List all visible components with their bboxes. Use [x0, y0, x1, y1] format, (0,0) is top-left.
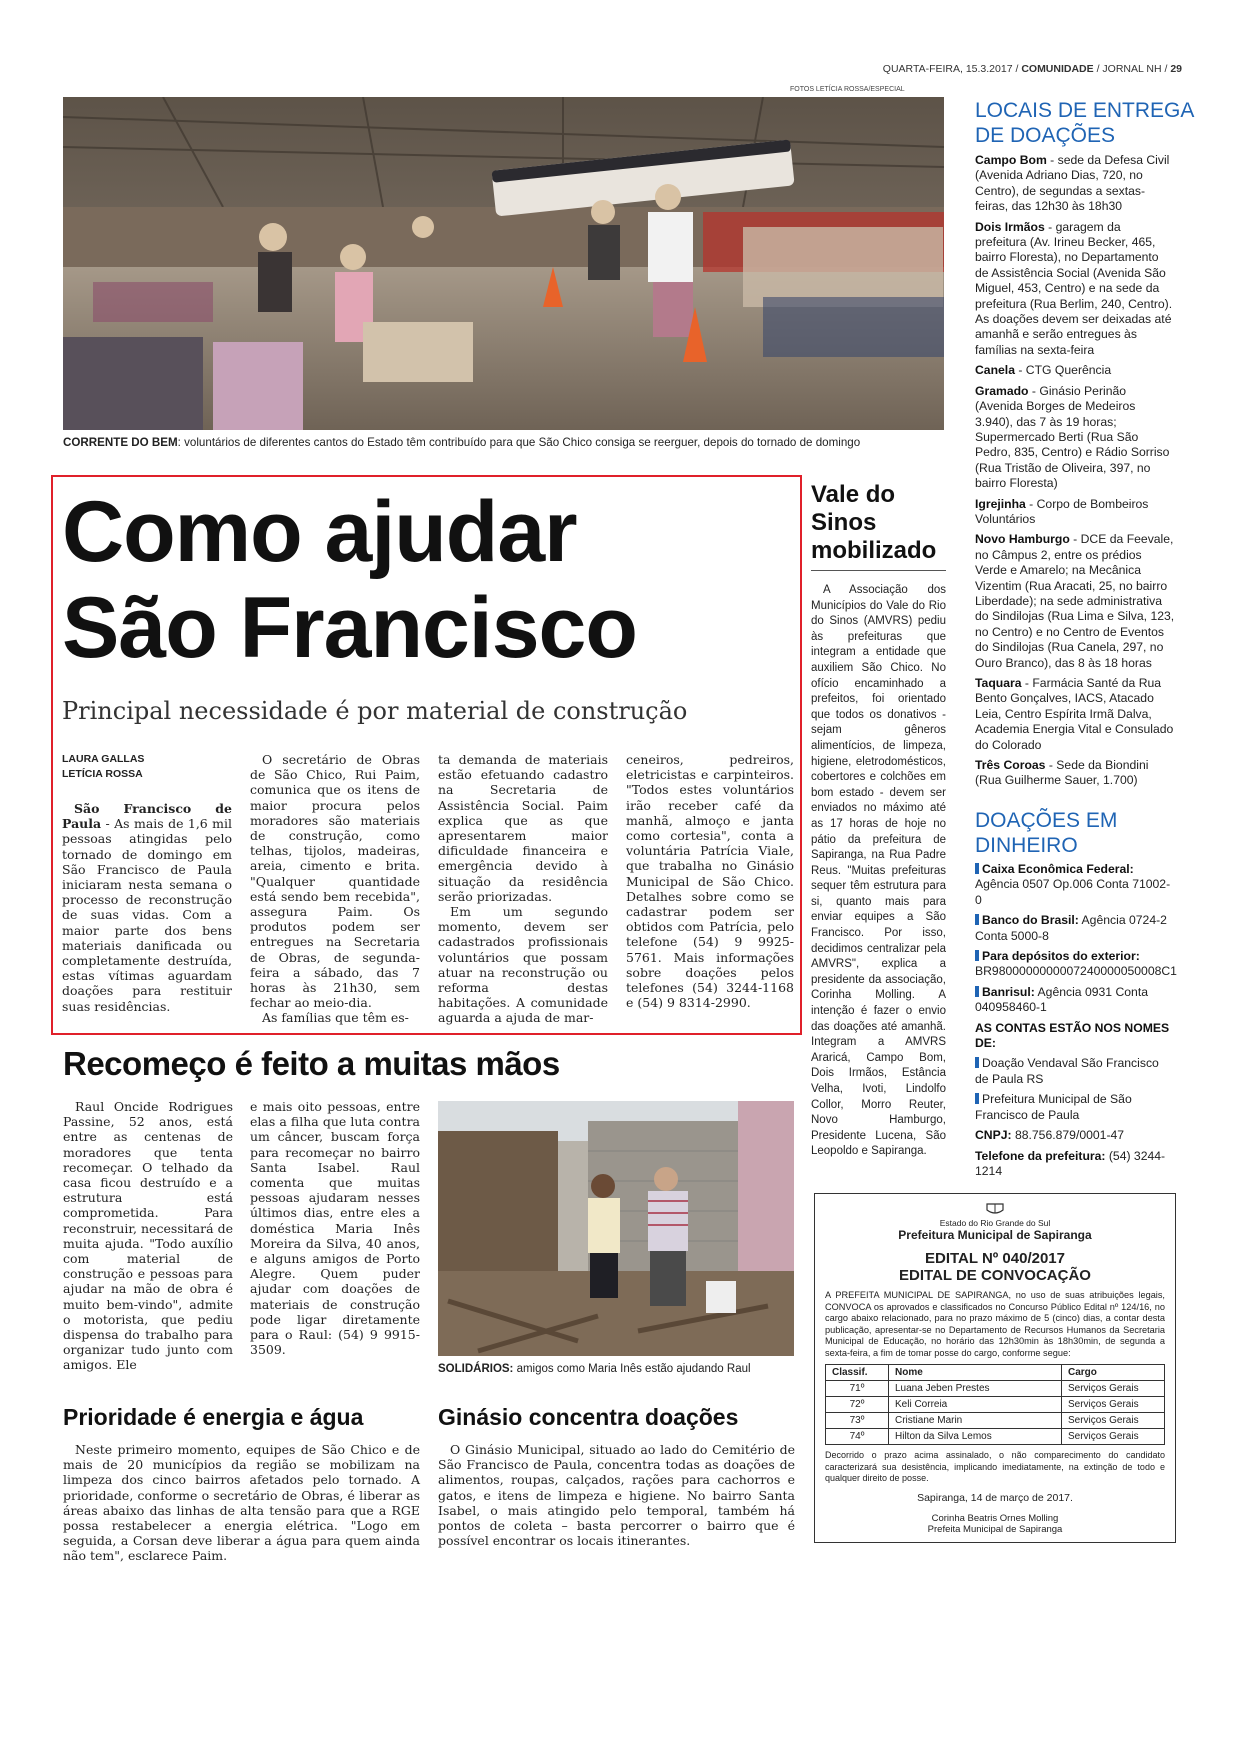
- bullet-icon: [975, 914, 979, 925]
- bullet-icon: [975, 863, 979, 874]
- header-section: COMUNIDADE: [1021, 63, 1094, 75]
- page-header: QUARTA-FEIRA, 15.3.2017 / COMUNIDADE / JORNAL NH / 29: [882, 63, 1182, 75]
- doacoes-list: [975, 862, 1175, 1184]
- byline: [62, 752, 144, 782]
- accounts-names-label: AS CONTAS ESTÃO NOS NOMES DE:: [975, 1020, 1170, 1051]
- locais-title-2: DE DOAÇÕES: [975, 124, 1116, 147]
- table-row: 74º Hilton da Silva Lemos Serviços Gerais: [826, 1429, 1165, 1445]
- table-header-row: [826, 1365, 1165, 1381]
- ginasio-body: [438, 1442, 795, 1548]
- locais-item: Dois Irmãos - garagem da prefeitura (Av. Irineu Becker, 465, bairro Floresta), no Departamento de Assistência Social (Avenida São Miguel, 453, Centro) e na sede da prefeitura (Rua Berlim, 240, Centro). As doações devem ser deixadas até amanhã e serão entregues às famílias na sexta-feira: [975, 219, 1173, 357]
- edital-notice: [814, 1193, 1176, 1543]
- prefeitura-phone: Telefone da prefeitura: (54) 3244-1214: [975, 1148, 1166, 1178]
- damaged-house-illustration: [438, 1101, 794, 1356]
- locais-item: Novo Hamburgo - DCE da Feevale, no Câmpus 2, entre os prédios Verde e Amarelo; na Mecânica Vizentim (Rua Aracati, 25, no bairro Liberdade); na sede administrativa do Sindilojas (Rua Lima e Silva, 123, no Centro) e no Centro de Eventos do Sindilojas (Rua Canela, 297, no Ouro Branco), das 8 às 18 horas: [975, 532, 1175, 670]
- main-col-3-text-b: Em um segundo momento, devem ser cadastrados profissionais voluntários que possam atuar na reconstrução ou reforma destas habitações. A comunidade aguarda a ajuda de mar-: [438, 904, 608, 1026]
- table-row: 72º Keli Correia Serviços Gerais: [826, 1397, 1165, 1413]
- doacoes-title: [975, 808, 1117, 858]
- header-paper: JORNAL NH: [1102, 63, 1162, 75]
- cnpj: CNPJ: 88.756.879/0001-47: [975, 1128, 1125, 1143]
- top-photo-caption: [63, 436, 953, 449]
- account-bb: Banco do Brasil: Agência 0724-2 Conta 5000-8: [975, 913, 1167, 943]
- ginasio-text: O Ginásio Municipal, situado ao lado do Cemitério de São Francisco de Paula, concentra todas as doações de alimentos, roupas, calçados, rações para cachorros e gatos, e itens de limpeza e higiene. No bairro Santa Isabel, o mais atingido pelo temporal, também há pontos de coleta – basta percorrer o bairro que é possível encontrar os locais itinerantes.: [438, 1442, 795, 1549]
- vale-rule: [811, 570, 946, 571]
- headline-line-2: São Francisco: [62, 580, 637, 676]
- dateline: São Francisco de Paula: [62, 801, 232, 832]
- main-subhead: Principal necessidade é por material de construção: [62, 697, 688, 725]
- main-col-1-text: - As mais de 1,6 mil pessoas atingidas pelo tornado de domingo em São Francisco de Paula iniciaram nesta semana o processo de reconstrução de suas vidas. Com a maior parte dos bens materiais danificada ou completamente destruída, estas vítimas aguardam doações para restituir suas residências.: [62, 816, 232, 1014]
- vale-paragraph: A Associação dos Municípios do Vale do Rio do Sinos (AMVRS) pediu às prefeituras que integram a entidade que auxiliem São Chico. No ofício encaminhado a prefeitos, foi orientado que todos os donativos - sejam gêneros alimentícios, de limpeza, higiene, eletrodomésticos, cobertores e colchões em bom estado - devem ser enviados no máximo até as 17 horas de hoje no pátio da prefeitura de Sapiranga, na Rua Padre Reus. "Muitas prefeituras sequer têm estrutura para si, quanto mais para enviar equipes a São Francisco. Por isso, decidimos centralizar pela AMVRS", explica a presidente da associação, Corinha Molling. A intenção é fazer o envio das doações até amanhã. Integram a AMVRS Araricá, Campo Bom, Dois Irmãos, Estância Velha, Ivoti, Lindolfo Collor, Morro Reuter, Novo Hamburgo, Presidente Lucena, São Leopoldo e Sapiranga.: [811, 584, 946, 1158]
- main-col-1: [62, 801, 232, 1014]
- main-col-2: [250, 752, 420, 1026]
- recomeco-photo-caption: [438, 1363, 798, 1375]
- doacoes-title-2: DINHEIRO: [975, 834, 1078, 857]
- bullet-icon: [975, 1057, 979, 1068]
- locais-title-1: LOCAIS DE ENTREGA: [975, 99, 1195, 122]
- main-col-2-text-a: O secretário de Obras de São Chico, Rui Paim, comunica que os itens de maior procura pelos moradores são materiais de construção, como telhas, tijolos, madeiras, areia, cimento e brita. "Qualquer quantidade está sendo bem recebida", assegura Paim. Os produtos podem ser entregues na Secretaria de Obras, de segunda-feira a sábado, das 7 horas às 21h30, sem fechar ao meio-dia.: [250, 752, 420, 1011]
- photo-credit: FOTOS LETÍCIA ROSSA/ESPECIAL: [790, 86, 905, 93]
- account-exterior: Para depósitos do exterior: BR9800000000007240000050008C1: [975, 949, 1177, 979]
- account-name-2: Prefeitura Municipal de São Francisco de Paula: [975, 1092, 1132, 1122]
- table-row: 71º Luana Jeben Prestes Serviços Gerais: [826, 1381, 1165, 1397]
- edital-date: Sapiranga, 14 de março de 2017.: [917, 1491, 1073, 1504]
- header-date: QUARTA-FEIRA, 15.3.2017: [882, 63, 1013, 75]
- account-banrisul: Banrisul: Agência 0931 Conta 040958460-1: [975, 984, 1148, 1015]
- edital-header: [825, 1200, 1165, 1284]
- top-caption-label: CORRENTE DO BEM: [63, 436, 178, 449]
- account-name-1: Doação Vendaval São Francisco de Paula RS: [975, 1056, 1159, 1086]
- prioridade-body: [63, 1442, 420, 1564]
- vale-title-2: Sinos: [811, 509, 877, 536]
- main-col-4-text: ceneiros, pedreiros, eletricistas e carpinteiros. "Todos estes voluntários irão receber café da manhã, almoço e janta como cortesia", conta a voluntária Patrícia Viale, que trabalha no Ginásio Municipal de São Chico. Detalhes sobre como se cadastrar podem ser obtidos com Patrícia, pelo telefone (54) 9 9925-5761. Mais informações sobre doações pelos telefones (54) 3244-1168 e (54) 9 8314-2990.: [626, 752, 794, 1011]
- table-row: 73º Cristiane Marin Serviços Gerais: [826, 1413, 1165, 1429]
- account-caixa: Caixa Econômica Federal: Agência 0507 Op.006 Conta 71002-0: [975, 862, 1171, 907]
- col-cargo: Cargo: [1062, 1365, 1165, 1381]
- recomeco-headline: Recomeço é feito a muitas mãos: [63, 1045, 560, 1082]
- edital-signer-title: Prefeita Municipal de Sapiranga: [927, 1523, 1063, 1535]
- col-nome: Nome: [889, 1365, 1062, 1381]
- vale-title-1: Vale do: [811, 481, 896, 508]
- gym-photo-illustration: [63, 97, 944, 430]
- locais-item: Gramado - Ginásio Perinão (Avenida Borges de Medeiros 3.940), das 7 às 19 horas; Supermercado Berti (Rua São Pedro, 835, Centro) e Rádio Sorriso (Rua Tristão de Oliveira, 397, no bairro Floresta): [975, 383, 1170, 491]
- top-caption-text: : voluntários de diferentes cantos do Estado têm contribuído para que São Chico consiga se reerguer, depois do tornado de domingo: [177, 436, 861, 449]
- locais-item: Campo Bom - sede da Defesa Civil (Avenida Adriano Dias, 720, no Centro), de segundas a sextas-feiras, das 12h30 às 18h30: [975, 153, 1170, 214]
- coat-of-arms-icon: [985, 1202, 1005, 1216]
- bullet-icon: [975, 1093, 979, 1104]
- edital-table: [825, 1364, 1165, 1445]
- main-col-4: [626, 752, 794, 1010]
- recomeco-col-2: [250, 1099, 420, 1357]
- main-col-2-text-b: As famílias que têm es-: [262, 1010, 409, 1026]
- doacoes-title-1: DOAÇÕES EM: [975, 809, 1118, 832]
- edital-closing: Decorrido o prazo acima assinalado, o não comparecimento do candidato caracterizará sua desistência, implicando imediatamente, na extinção de todo e qualquer direito de posse.: [825, 1450, 1165, 1483]
- locais-item: Canela - CTG Querência: [975, 363, 1112, 378]
- raul-house-photo: [438, 1101, 794, 1356]
- recomeco-col-1-text: Raul Oncide Rodrigues Passine, 52 anos, está entre as centenas de moradores que tenta recomeçar. O telhado da casa ficou destruído e a estrutura está comprometida. Para reconstruir, necessitará de muita ajuda. "Todo auxílio com material de construção e pessoas para ajudar na mão de obra é muito bem-vindo", admite o motorista, que pediu dispensa do trabalho para organizar tudo junto com amigos. Ele: [63, 1099, 233, 1373]
- prioridade-headline: Prioridade é energia e água: [63, 1404, 364, 1430]
- recomeco-col-2-text: e mais oito pessoas, entre elas a filha que luta contra um câncer, buscam força para recomeçar no bairro Santa Isabel. Raul comenta que muitas pessoas ajudaram nesses últimos dias, entre eles a doméstica Maria Inês Moreira da Silva, 40 anos, e alguns amigos de Porto Alegre. Quem puder ajudar com doações de materiais de construção pode ligar diretamente para o Raul: (54) 9 9915-3509.: [250, 1099, 420, 1358]
- vale-title-3: mobilizado: [811, 537, 937, 564]
- author-1: LAURA GALLAS: [62, 753, 145, 765]
- author-2: LETÍCIA ROSSA: [62, 768, 143, 780]
- locais-list: [975, 153, 1175, 794]
- main-col-3-text-a: ta demanda de materiais estão efetuando cadastro na Secretaria de Assistência Social. Paim explica que as que apresentarem maior dificuldade financeira e emergência devido à situação da residência serão priorizadas.: [438, 752, 608, 904]
- ginasio-headline: Ginásio concentra doações: [438, 1404, 739, 1430]
- locais-title: [975, 98, 1194, 148]
- recomeco-caption-label: SOLIDÁRIOS:: [438, 1363, 514, 1375]
- bullet-icon: [975, 986, 979, 997]
- edital-type: EDITAL DE CONVOCAÇÃO: [899, 1267, 1091, 1284]
- edital-pref: Prefeitura Municipal de Sapiranga: [898, 1228, 1092, 1242]
- volunteers-gym-photo: [63, 97, 944, 430]
- vale-headline: [811, 481, 936, 565]
- edital-intro: A PREFEITA MUNICIPAL DE SAPIRANGA, no uso de suas atribuições legais, CONVOCA os aprovados e classificados no Concurso Público Edital nº 124/16, no cargo abaixo relacionado, para no prazo máximo de 5 (cinco) dias, a contar desta publicação, apresentar-se no Departamento de Recursos Humanos da Secretaria Municipal de Educação, no horário das 12h30min às 18h30min, de segunda a sexta-feira, a fim de tomar posse do cargo, conforme segue:: [825, 1290, 1165, 1358]
- headline-line-1: Como ajudar: [62, 484, 577, 580]
- vale-text: [811, 583, 946, 1165]
- locais-item: Igrejinha - Corpo de Bombeiros Voluntários: [975, 496, 1149, 526]
- locais-item: Taquara - Farmácia Santé da Rua Bento Gonçalves, IACS, Atacado Leia, Centro Espírita Irmã Dalva, Academia Energia Vital e Consulado do Colorado: [975, 676, 1174, 752]
- main-col-3: [438, 752, 608, 1026]
- locais-item: Três Coroas - Sede da Biondini (Rua Guilherme Sauer, 1.700): [975, 758, 1149, 788]
- edital-signer: Corinha Beatris Ornes Molling: [931, 1512, 1059, 1524]
- edital-state: Estado do Rio Grande do Sul: [939, 1218, 1051, 1228]
- recomeco-caption-text: amigos como Maria Inês estão ajudando Raul: [513, 1363, 751, 1375]
- bullet-icon: [975, 950, 979, 961]
- header-page: 29: [1170, 63, 1182, 75]
- main-headline: [62, 484, 792, 676]
- prioridade-text: Neste primeiro momento, equipes de São Chico e de mais de 20 municípios da região se mobilizam na limpeza dos cinco bairros afetados pelo tornado. A prioridade, conforme o secretário de Obras, é liberar as áreas abaixo das linhas de alta tensão para que a RGE possa restabelecer a energia elétrica. "Logo em seguida, a Corsan deve liberar a água para quem ainda não tem", esclarece Paim.: [63, 1442, 420, 1564]
- col-classif: Classif.: [826, 1365, 889, 1381]
- edital-number: EDITAL Nº 040/2017: [925, 1250, 1065, 1267]
- recomeco-col-1: [63, 1099, 233, 1373]
